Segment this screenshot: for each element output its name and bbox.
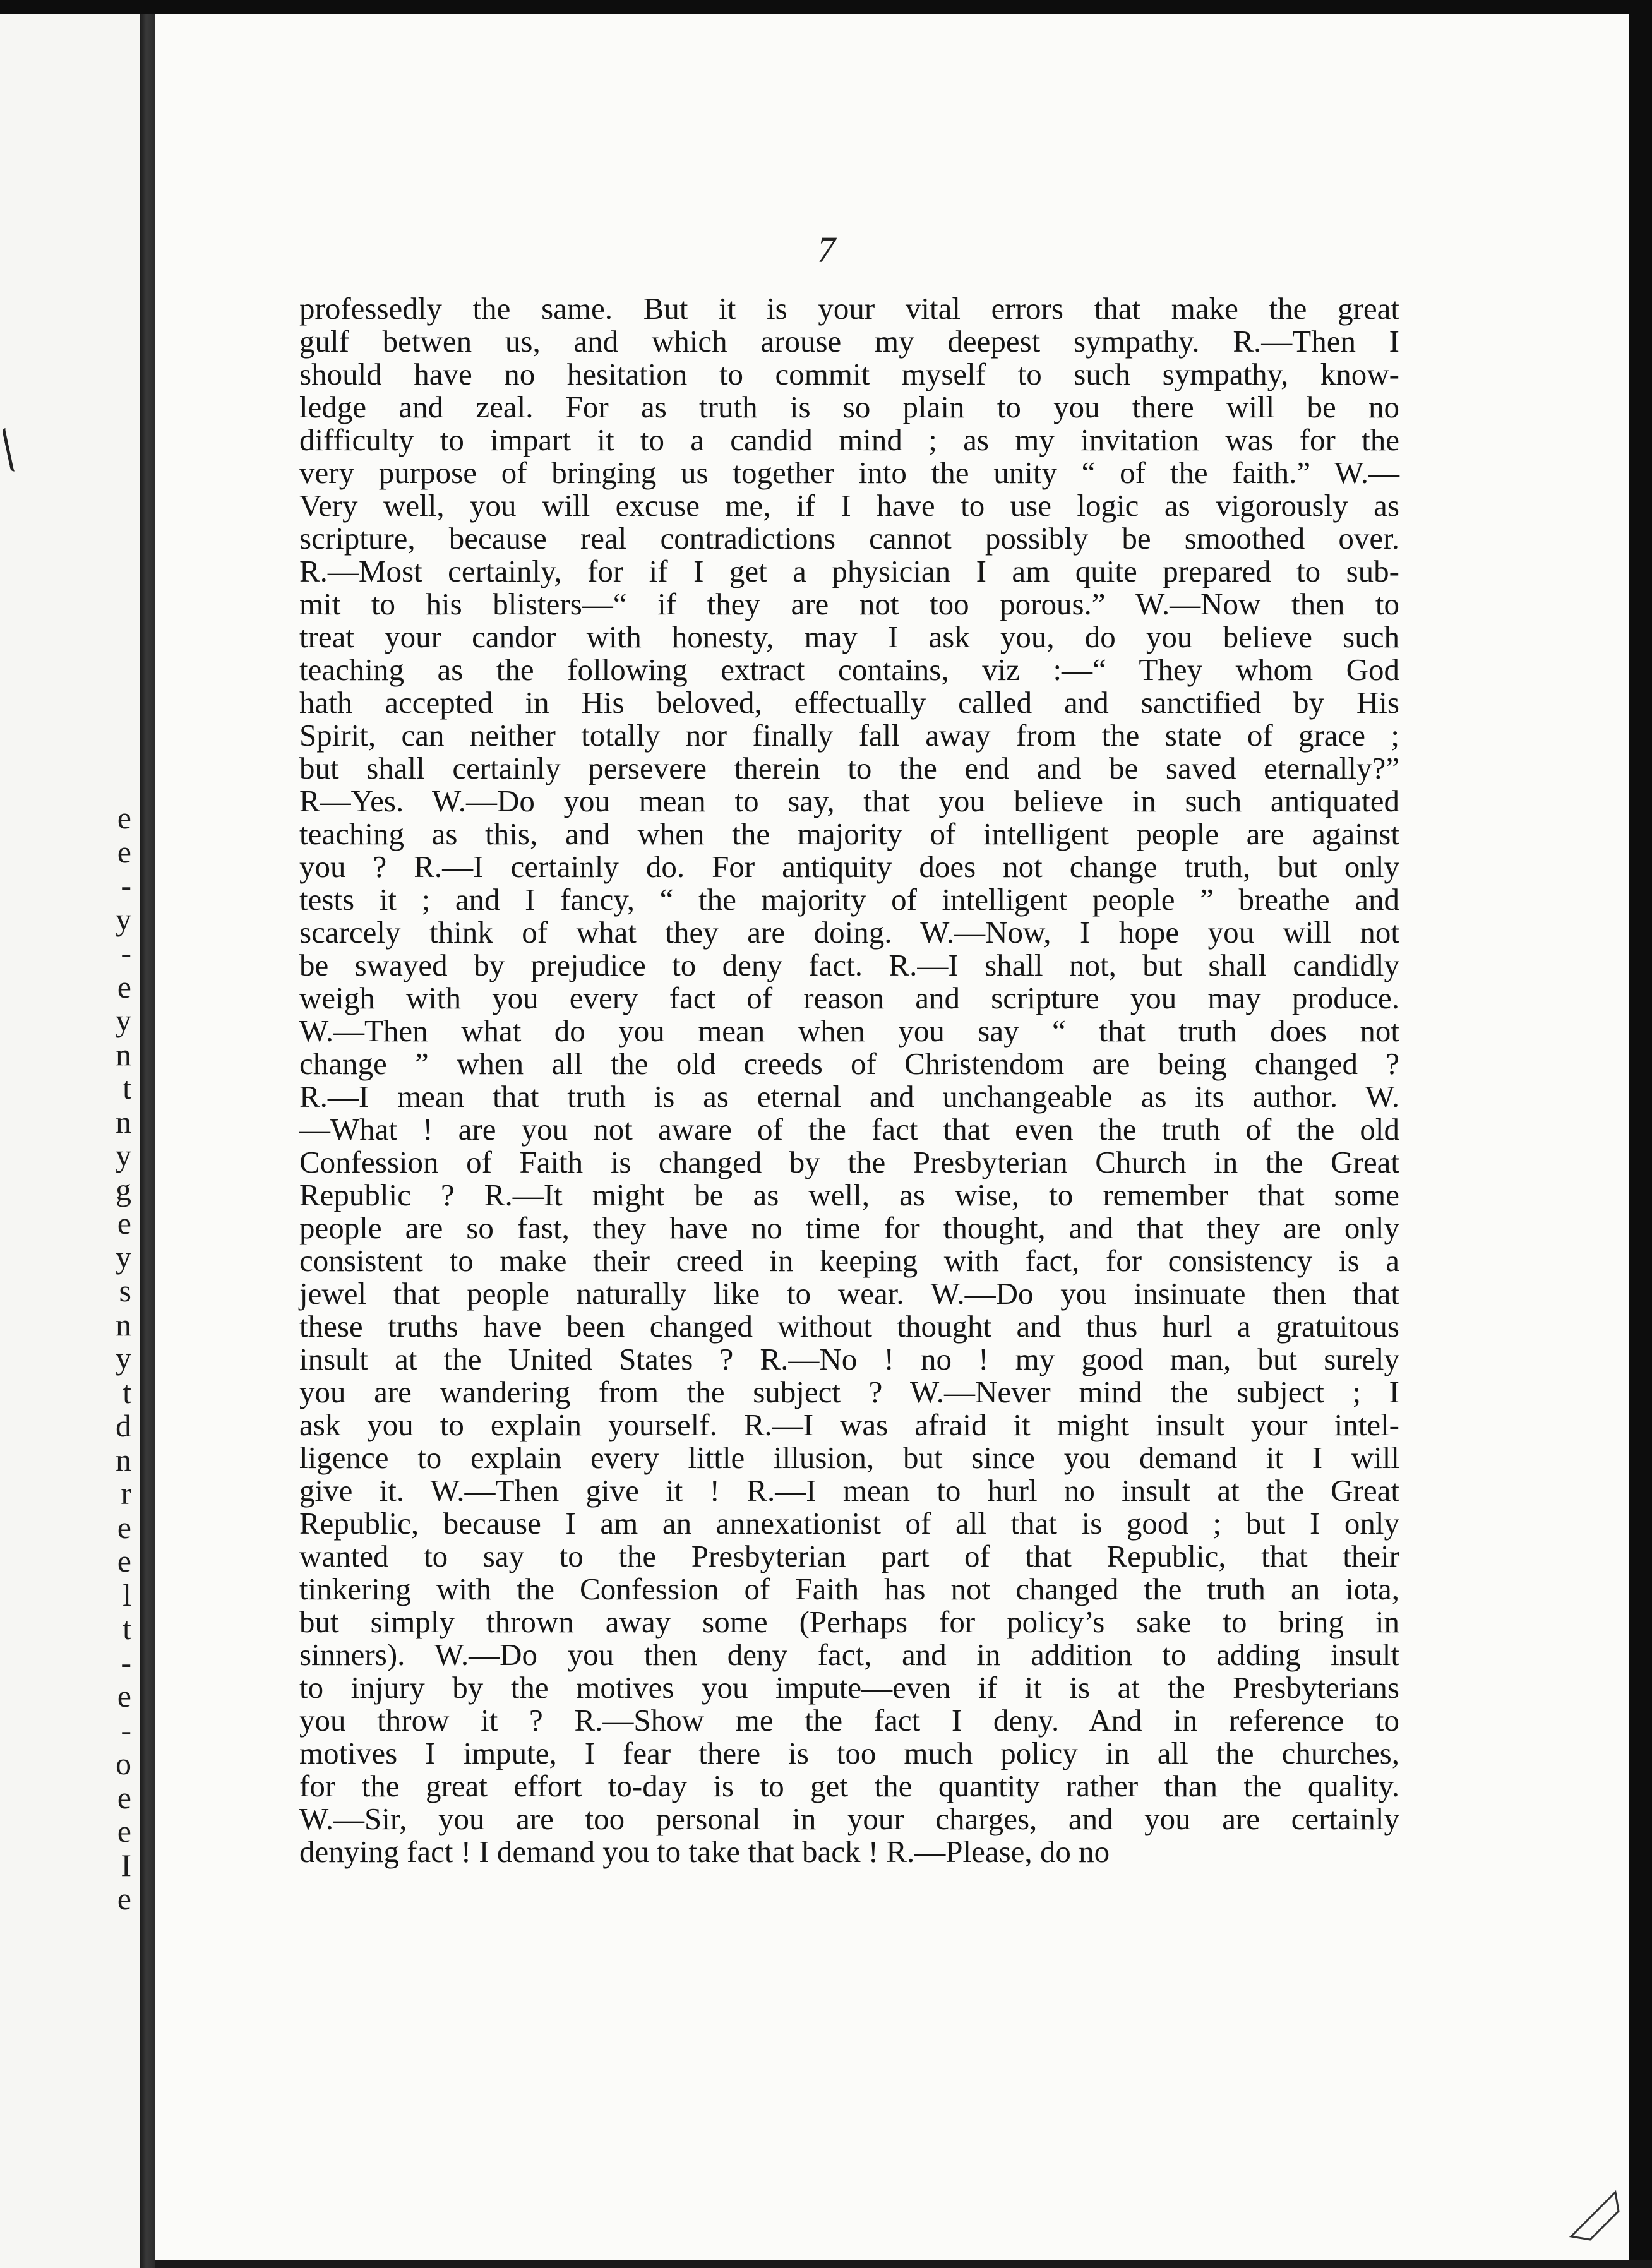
text-line: W.—Then what do you mean when you say “ that truth does not — [299, 1013, 1399, 1048]
previous-page-letter: I — [121, 1847, 131, 1883]
previous-page-letter: y — [116, 901, 131, 937]
previous-page-letter: e — [117, 1205, 131, 1241]
text-line: but shall certainly persevere therein to the end and be saved eternally?” — [299, 751, 1399, 785]
scan-bottom-edge — [0, 2260, 1652, 2268]
text-line: scarcely think of what they are doing. W.—Now, I hope you will not — [299, 915, 1399, 950]
scan-top-edge — [0, 0, 1652, 14]
text-line: tinkering with the Confession of Faith has not changed the truth an iota, — [299, 1572, 1399, 1606]
text-line: ligence to explain every little illusion, but since you demand it I will — [299, 1440, 1399, 1475]
previous-page-letter: - — [121, 1644, 131, 1680]
previous-page-letter: e — [117, 1509, 131, 1545]
text-line: R.—Most certainly, for if I get a physician I am quite prepared to sub- — [299, 554, 1399, 588]
text-line: give it. W.—Then give it ! R.—I mean to hurl no insult at the Great — [299, 1473, 1399, 1508]
text-line: jewel that people naturally like to wear. W.—Do you insinuate then that — [299, 1276, 1399, 1311]
text-line: denying fact ! I demand you to take that back ! R.—Please, do no — [299, 1834, 1110, 1869]
previous-page-letter: e — [117, 800, 131, 835]
text-line: but simply thrown away some (Perhaps for policy’s sake to bring in — [299, 1604, 1399, 1639]
previous-page-letter: n — [116, 1306, 131, 1342]
previous-page-letter: d — [116, 1408, 131, 1443]
text-line: consistent to make their creed in keeping with fact, for consistency is a — [299, 1243, 1399, 1278]
previous-page-letter: o — [116, 1746, 131, 1781]
text-line: you are wandering from the subject ? W.—Never mind the subject ; I — [299, 1375, 1399, 1409]
previous-page-letter: s — [119, 1273, 131, 1308]
text-line: R.—I mean that truth is as eternal and unchangeable as its author. W. — [299, 1079, 1399, 1114]
previous-page-letter: - — [121, 1712, 131, 1748]
text-line: these truths have been changed without thought and thus hurl a gratuitous — [299, 1309, 1399, 1344]
text-line: Very well, you will excuse me, if I have to use logic as vigorously as — [299, 488, 1399, 523]
text-line: R—Yes. W.—Do you mean to say, that you believe in such antiquated — [299, 784, 1399, 818]
text-line: wanted to say to the Presbyterian part of that Republic, that their — [299, 1539, 1399, 1573]
text-line: sinners). W.—Do you then deny fact, and in addition to adding insult — [299, 1637, 1399, 1672]
body-text — [299, 292, 1399, 1868]
previous-page-letter: y — [116, 1239, 131, 1275]
text-line: Spirit, can neither totally nor finally fall away from the state of grace ; — [299, 718, 1399, 753]
previous-page-letter: y — [116, 1003, 131, 1038]
previous-page-letter: t — [123, 1611, 131, 1646]
scan-right-edge — [1629, 0, 1652, 2268]
text-line: Republic ? R.—It might be as well, as wise, to remember that some — [299, 1178, 1399, 1212]
text-line: people are so fast, they have no time for thought, and that they are only — [299, 1210, 1399, 1245]
text-line: W.—Sir, you are too personal in your charges, and you are certainly — [299, 1801, 1399, 1836]
text-line: gulf betwen us, and which arouse my deepest sympathy. R.—Then I — [299, 324, 1399, 359]
previous-page-letter: l — [123, 1577, 131, 1613]
text-line: treat your candor with honesty, may I ask you, do you believe such — [299, 619, 1399, 654]
text-line: change ” when all the old creeds of Christendom are being changed ? — [299, 1046, 1399, 1081]
previous-page-letter: y — [116, 1340, 131, 1376]
text-line: tests it ; and I fancy, “ the majority of intelligent people ” breathe and — [299, 882, 1399, 917]
previous-page-letter: e — [117, 1779, 131, 1815]
book-gutter — [140, 14, 155, 2268]
previous-page-letter: e — [117, 833, 131, 869]
text-line: teaching as the following extract contains, viz :—“ They whom God — [299, 652, 1399, 687]
text-line: hath accepted in His beloved, effectually called and sanctified by His — [299, 685, 1399, 720]
previous-page-letter: n — [116, 1036, 131, 1072]
previous-page-letter: e — [117, 1881, 131, 1916]
text-line: —What ! are you not aware of the fact that even the truth of the old — [299, 1112, 1399, 1147]
text-line: should have no hesitation to commit myself to such sympathy, know- — [299, 357, 1399, 391]
previous-page-mark — [2, 427, 19, 472]
previous-page-letter: g — [116, 1171, 131, 1207]
previous-page-letter: n — [116, 1104, 131, 1140]
previous-page-letter: t — [123, 1374, 131, 1410]
previous-page-letter: - — [121, 935, 131, 970]
text-line: be swayed by prejudice to deny fact. R.—I shall not, but shall candidly — [299, 948, 1399, 982]
text-line: you ? R.—I certainly do. For antiquity does not change truth, but only — [299, 849, 1399, 884]
text-line: Confession of Faith is changed by the Presbyterian Church in the Great — [299, 1145, 1399, 1179]
previous-page-letter: e — [117, 1678, 131, 1714]
text-line: for the great effort to-day is to get the quantity rather than the quality. — [299, 1769, 1399, 1803]
text-line: ask you to explain yourself. R.—I was afraid it might insult your intel- — [299, 1407, 1399, 1442]
text-line: to injury by the motives you impute—even if it is at the Presbyterians — [299, 1670, 1399, 1705]
text-line: ledge and zeal. For as truth is so plain to you there will be no — [299, 390, 1399, 424]
previous-page-letter: - — [121, 868, 131, 903]
page-number: 7 — [817, 229, 835, 270]
text-line: mit to his blisters—“ if they are not too porous.” W.—Now then to — [299, 587, 1399, 621]
previous-page-letter: e — [117, 1813, 131, 1849]
text-line: weigh with you every fact of reason and scripture you may produce. — [299, 981, 1399, 1015]
text-line: motives I impute, I fear there is too much policy in all the churches, — [299, 1736, 1399, 1770]
previous-page-letter: n — [116, 1441, 131, 1477]
previous-page-letter: e — [117, 1543, 131, 1579]
previous-page-letter: r — [121, 1476, 131, 1511]
page-corner-fold — [1565, 2186, 1622, 2243]
previous-page-letter: e — [117, 969, 131, 1005]
text-line: Republic, because I am an annexationist of all that is good ; but I only — [299, 1506, 1399, 1541]
text-line: insult at the United States ? R.—No ! no ! my good man, but surely — [299, 1342, 1399, 1376]
text-line: difficulty to impart it to a candid mind ; as my invitation was for the — [299, 422, 1399, 457]
text-line: scripture, because real contradictions cannot possibly be smoothed over. — [299, 521, 1399, 556]
previous-page-letter: t — [123, 1070, 131, 1106]
text-line: you throw it ? R.—Show me the fact I deny. And in reference to — [299, 1703, 1399, 1738]
previous-page-letter: y — [116, 1138, 131, 1173]
text-line: teaching as this, and when the majority of intelligent people are against — [299, 816, 1399, 851]
text-line: very purpose of bringing us together into the unity “ of the faith.” W.— — [299, 455, 1399, 490]
text-line: professedly the same. But it is your vital errors that make the great — [299, 291, 1399, 326]
